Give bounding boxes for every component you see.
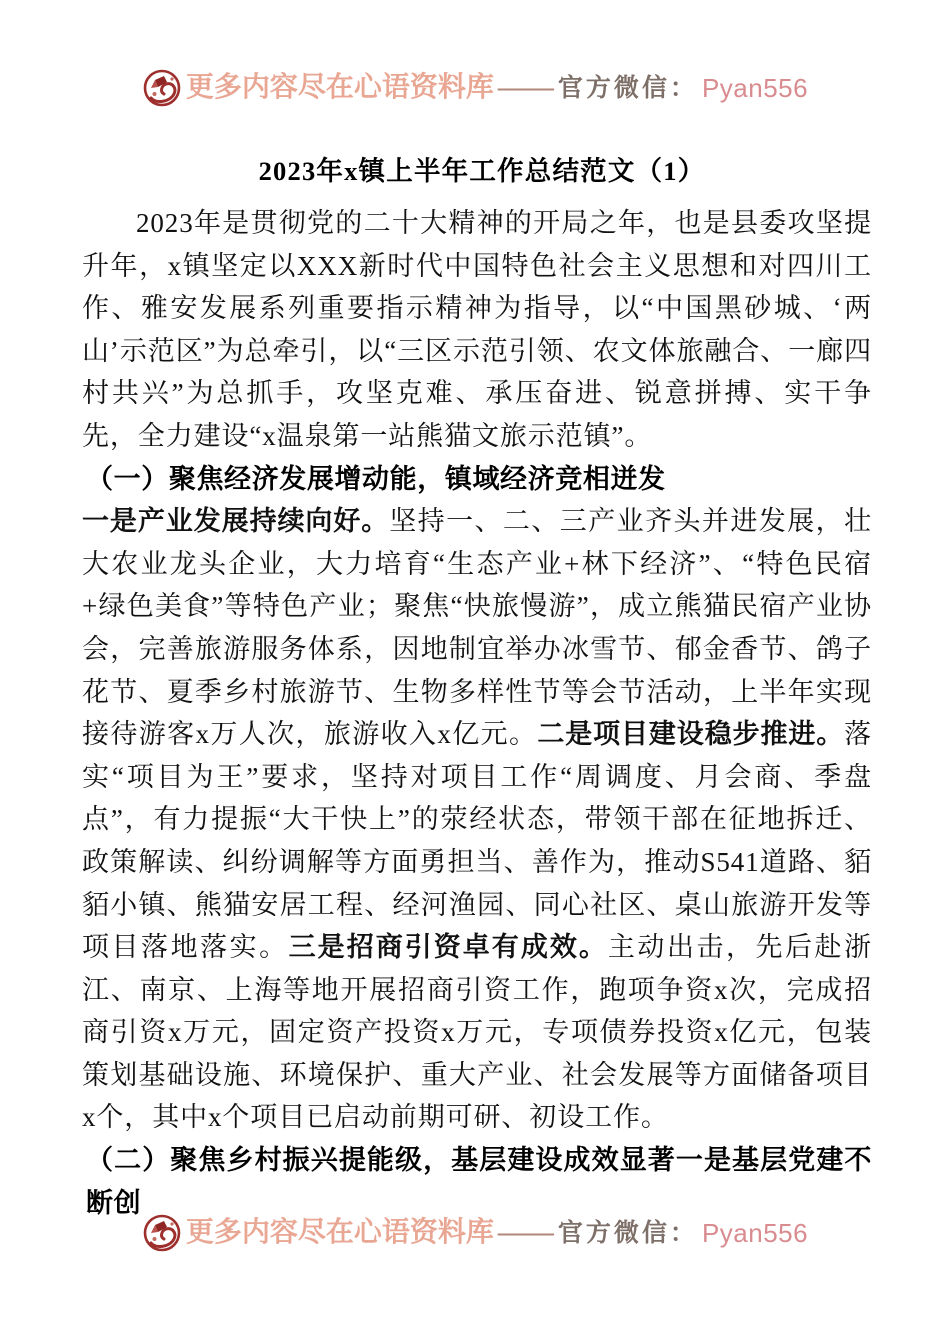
brush-circle-logo-icon (142, 1213, 182, 1253)
watermark-wechat-label: 官方微信： (557, 1219, 698, 1247)
watermark-banner-bottom (0, 1213, 950, 1253)
watermark-main-text: 更多内容尽在心语资料库 (185, 72, 494, 103)
paragraph-container (82, 202, 872, 1224)
emphasis-run: 二是项目建设稳步推进。 (537, 719, 845, 750)
body-paragraph (82, 202, 872, 458)
watermark-wechat-id: Pyan556 (701, 1218, 809, 1248)
watermark-dash: —— (497, 1217, 554, 1248)
emphasis-run: 一是产业发展持续向好。 (82, 506, 390, 537)
section-heading (82, 458, 872, 501)
document-body (82, 150, 872, 1224)
emphasis-run: （二）聚焦乡村振兴提能级，基层建设成效显著一是基层党建不断创 (86, 1145, 872, 1218)
body-paragraph (82, 500, 872, 1139)
emphasis-run: 三是招商引资卓有成效。 (288, 932, 608, 963)
emphasis-run: （一）聚焦经济发展增动能，镇域经济竞相迸发 (86, 463, 666, 494)
watermark-dash: —— (497, 72, 554, 103)
watermark-wechat-id: Pyan556 (701, 73, 809, 103)
text-run: 坚持一、二、三产业齐头并进发展，壮大农业龙头企业，大力培育“生态产业+林下经济”、“特色民宿+绿色美食”等特色产业；聚焦“快旅慢游”，成立熊猫民宿产业协会，完善旅游服务体系，因地制宜举办冰雪节、郁金香节、鸽子花节、夏季乡村旅游节、生物多样性节等会节活动，上半年实现接待游客x万人次，旅游收入x亿元。 (82, 506, 872, 750)
watermark-wechat-label: 官方微信： (557, 74, 698, 102)
text-run: 主动出击，先后赴浙江、南京、上海等地开展招商引资工作，跑项争资x次，完成招商引资x万元，固定资产投资x万元，专项债券投资x亿元，包装策划基础设施、环境保护、重大产业、社会发展等方面储备项目x个，其中x个项目已启动前期可研、初设工作。 (82, 932, 872, 1133)
watermark-main-text: 更多内容尽在心语资料库 (185, 1217, 494, 1248)
section-heading (82, 1139, 872, 1224)
text-run: 落实“项目为王”要求，坚持对项目工作“周调度、月会商、季盘点”，有力提振“大干快上”的荥经状态，带领干部在征地拆迁、政策解读、纠纷调解等方面勇担当、善作为，推动S541道路、貊貊小镇、熊猫安居工程、经河渔园、同心社区、桌山旅游开发等项目落地落实。 (82, 719, 872, 963)
text-run: 2023年是贯彻党的二十大精神的开局之年，也是县委攻坚提升年，x镇坚定以XXX新时代中国特色社会主义思想和对四川工作、雅安发展系列重要指示精神为指导，以“中国黑砂城、‘两山’示范区”为总牵引，以“三区示范引领、农文体旅融合、一廊四村共兴”为总抓手，攻坚克难、承压奋进、锐意拼搏、实干争先，全力建设“x温泉第一站熊猫文旅示范镇”。 (82, 208, 872, 451)
page-title: 2023年x镇上半年工作总结范文（1） (258, 156, 706, 186)
brush-circle-logo-icon (142, 68, 182, 108)
watermark-banner-top (0, 68, 950, 108)
